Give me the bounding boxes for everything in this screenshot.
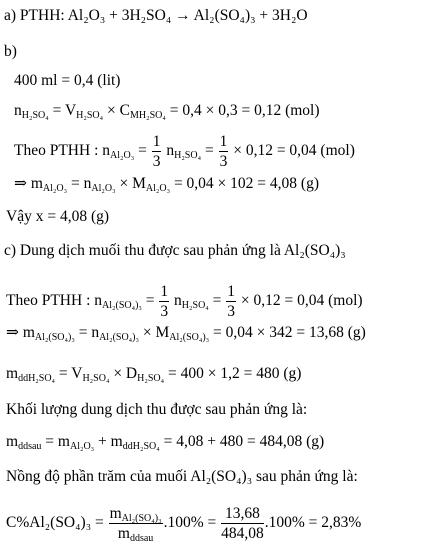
volume-conversion: 400 ml = 0,4 (lit) xyxy=(14,72,121,89)
part-c-title: c) Dung dịch muối thu được sau phản ứng là Al₂(SO₄)₃ xyxy=(4,242,346,259)
mass-al2o3: ⇒ $m_{Al_2O_3} = n_{Al_2O_3} \times M_{Al_2O_3} = 0,04 \times 102 = 4,08$ (g) xyxy=(14,175,319,194)
percent-concentration: C%Al₂(SO₄)₃ = $\frac{m_{Al_2(SO_4)_3}}{m_{ddsau}}$ .100% = $\frac{13,68}{484,08}$ .100% = 2,83% xyxy=(6,505,362,545)
moles-h2so4: $n_{H_2SO_4} = V_{H_2SO_4} \times C_{MH_2SO_4} = 0,4 \times 0,3 = 0,12$ (mol) xyxy=(14,102,320,121)
moles-al2o3: Theo PTHH : $n_{Al_2O_3}$ = $\frac{1}{3}$ $n_{H_2SO_4}$ = $\frac{1}{3}$ × 0,12 = 0,04 (mol) xyxy=(14,133,355,171)
fraction-mass-ratio: $\frac{m_{Al_2(SO_4)_3}}{m_{ddsau}}$ xyxy=(109,505,162,545)
mass-al2so43: ⇒ $m_{Al_2(SO_4)_3} = n_{Al_2(SO_4)_3} \times M_{Al_2(SO_4)_3} = 0,04 \times 342 = 13,68$ (g) xyxy=(6,324,366,343)
mass-dd-sau: $m_{ddsau} = m_{Al_2O_3} + m_{ddH_2SO_4} = 4,08 + 480 = 484,08$ (g) xyxy=(6,433,325,452)
fraction-one-third-3: $\frac{1}{3}$ xyxy=(160,283,169,321)
part-a-equation: a) PTHH: Al₂O₃ + 3H₂SO₄ → Al₂(SO₄)₃ + 3H₂O xyxy=(4,7,308,24)
text-concentration: Nồng độ phần trăm của muối Al₂(SO₄)₃ sau phản ứng là: xyxy=(6,468,358,485)
text-mass-solution: Khối lượng dung dịch thu được sau phản ứng là: xyxy=(6,401,308,418)
part-b-label: b) xyxy=(4,43,17,60)
fraction-one-third: $\frac{1}{3}$ xyxy=(152,133,161,171)
moles-al2so43: Theo PTHH : $n_{Al_2(SO_4)_3}$ = $\frac{1}{3}$ $n_{H_2SO_4}$ = $\frac{1}{3}$ × 0,12 = 0,04 (mol) xyxy=(6,283,363,321)
conclusion-x: Vậy x = 4,08 (g) xyxy=(6,208,110,225)
fraction-one-third-2: $\frac{1}{3}$ xyxy=(219,133,228,171)
fraction-one-third-4: $\frac{1}{3}$ xyxy=(227,283,236,321)
mass-dd-h2so4: $m_{ddH_2SO_4} = V_{H_2SO_4} \times D_{H_2SO_4} = 400 \times 1,2 = 480$ (g) xyxy=(6,365,302,384)
fraction-numbers: $\frac{13,68}{484,08}$ xyxy=(221,505,264,543)
